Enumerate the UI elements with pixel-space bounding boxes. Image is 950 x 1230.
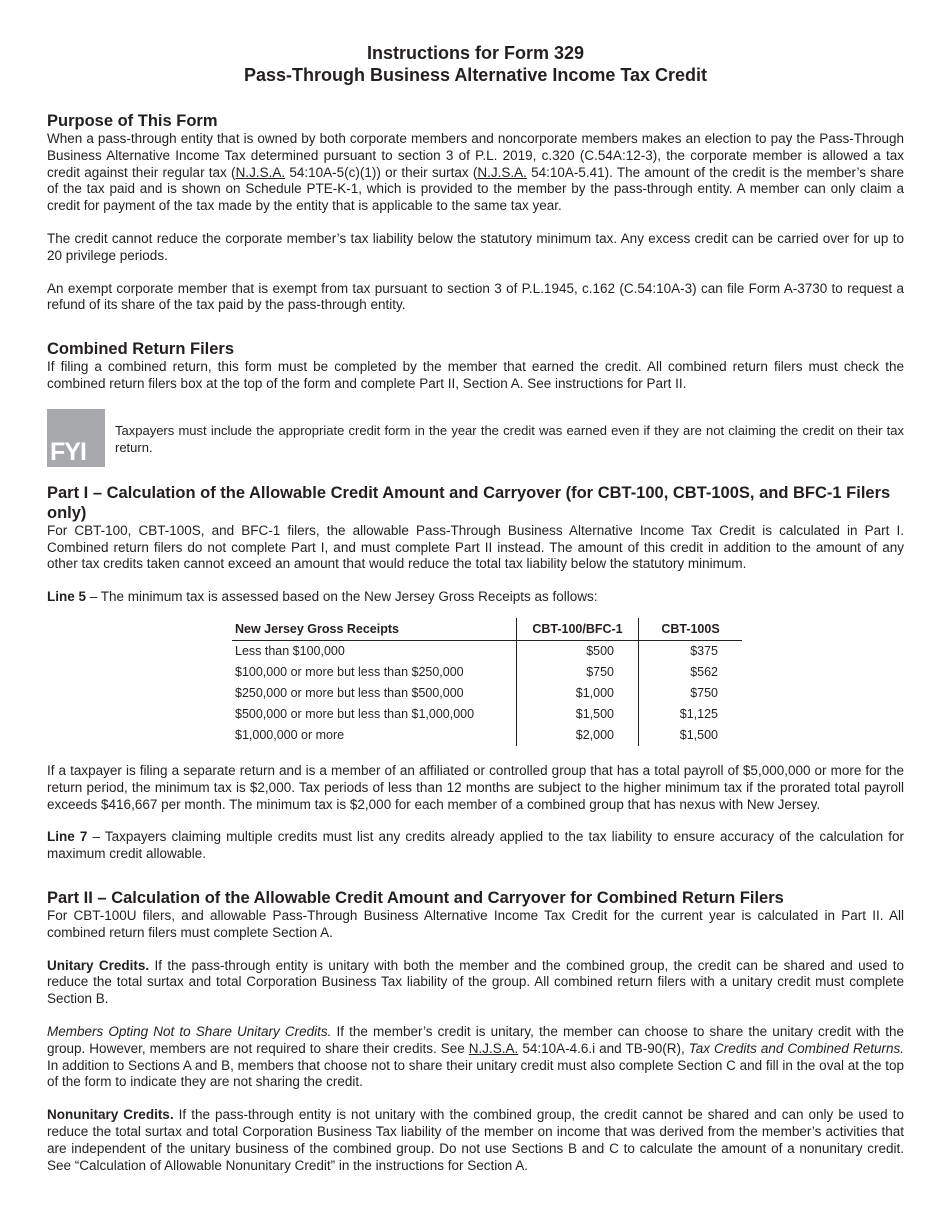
instructions-page bbox=[47, 42, 904, 1174]
part1-paragraph-1: For CBT-100, CBT-100S, and BFC-1 filers, the allowable Pass-Through Business Alternative Income Tax Credit is calculated in Part I. Combined return filers do not complete Part I, and must complete Part II instead. The amount of this credit in addition to the amount of any other tax credits taken cannot exceed an amount that would reduce the total tax liability below the statutory minimum. bbox=[47, 522, 904, 572]
purpose-paragraph-2: The credit cannot reduce the corporate member’s tax liability below the statutory minimum tax. Any excess credit can be carried over for up to 20 privilege periods. bbox=[47, 230, 904, 263]
table-row: $500,000 or more but less than $1,000,000 $1,500 $1,125 bbox=[232, 704, 742, 725]
fyi-note bbox=[47, 409, 904, 467]
table-row: $100,000 or more but less than $250,000 $750 $562 bbox=[232, 662, 742, 683]
line7-paragraph: Line 7 – Taxpayers claiming multiple credits must list any credits already applied to the tax liability to ensure accuracy of the calculation for maximum credit allowable. bbox=[47, 829, 904, 862]
minimum-tax-table bbox=[232, 618, 742, 746]
table-row: $250,000 or more but less than $500,000 $1,000 $750 bbox=[232, 683, 742, 704]
part2-paragraph-1: For CBT-100U filers, and allowable Pass-Through Business Alternative Income Tax Credit for the current year is calculated in Part II. All combined return filers must complete Section A. bbox=[47, 907, 904, 940]
table-header: CBT-100/BFC-1 bbox=[517, 618, 639, 641]
part2-heading: Part II – Calculation of the Allowable Credit Amount and Carryover for Combined Return Filers bbox=[47, 888, 784, 907]
table-row: $1,000,000 or more $2,000 $1,500 bbox=[232, 725, 742, 746]
part1-paragraph-2: If a taxpayer is filing a separate return and is a member of an affiliated or controlled group that has a total payroll of $5,000,000 or more for the return period, the minimum tax is $2,000. Tax periods of less than 12 months are subject to the higher minimum tax if the prorated total payroll exceeds $416,667 per month. The minimum tax is $2,000 for each member of a combined group that has nexus with New Jersey. bbox=[47, 762, 904, 812]
njsa-reference: N.J.S.A. bbox=[235, 164, 286, 180]
part1-heading: Part I – Calculation of the Allowable Credit Amount and Carryover (for CBT-100, CBT-100S, and BFC-1 Filers only) bbox=[47, 483, 891, 522]
table-header: New Jersey Gross Receipts bbox=[232, 618, 517, 641]
line5-paragraph: Line 5 – The minimum tax is assessed based on the New Jersey Gross Receipts as follows: bbox=[47, 589, 598, 605]
njsa-reference: N.J.S.A. bbox=[468, 1040, 519, 1056]
nonunitary-credits-paragraph: Nonunitary Credits. If the pass-through entity is not unitary with the combined group, the credit cannot be shared and can only be used to reduce the total surtax and total Corporation Business Tax liability of the member on income that was derived from the member’s activities that are independent of the unitary business of the combined group. Do not use Sections B and C to calculate the amount of a nonunitary credit. See “Calculation of Allowable Nonunitary Credit” in the instructions for Section A. bbox=[47, 1107, 905, 1173]
opting-paragraph: Members Opting Not to Share Unitary Credits. If the member’s credit is unitary, the member can choose to share the unitary credit with the group. However, members are not required to share their credits. See N.J.S.A. 54:10A-4.6.i and TB-90(R), Tax Credits and Combined Returns. In addition to Sections A and B, members that choose not to share their unitary credit must also complete Section C and fill in the oval at the top of the form to indicate they are not sharing the credit. bbox=[47, 1023, 904, 1090]
fyi-text: Taxpayers must include the appropriate credit form in the year the credit was earned even if they are not claiming the credit on their tax return. bbox=[115, 422, 904, 455]
fyi-icon: FYI bbox=[47, 409, 105, 467]
combined-heading: Combined Return Filers bbox=[47, 340, 235, 359]
njsa-reference: N.J.S.A. bbox=[477, 164, 527, 180]
table-header: CBT-100S bbox=[639, 618, 743, 641]
form-title: Instructions for Form 329 bbox=[366, 43, 585, 63]
purpose-heading: Purpose of This Form bbox=[47, 112, 218, 130]
purpose-paragraph-1: When a pass-through entity that is owned by both corporate members and noncorporate members makes an election to pay the Pass-Through Business Alternative Income Tax determined pursuant to section 3 of P.L. 2019, c.320 (C.54A:12-3), the corporate member is allowed a tax credit against their regular tax (N.J.S.A. 54:10A-5(c)(1)) or their surtax (N.J.S.A. 54:10A-5.41). The amount of the credit is the member’s share of the tax paid and is shown on Schedule PTE-K-1, which is provided to the member by the pass-through entity. A member can only claim a credit for payment of the tax made by the entity that is applicable to the same tax year. bbox=[47, 131, 905, 214]
combined-paragraph: If filing a combined return, this form must be completed by the member that earned the credit. All combined return filers must check the combined return filers box at the top of the form and complete Part II, Section A. See instructions for Part II. bbox=[47, 359, 904, 391]
purpose-paragraph-3: An exempt corporate member that is exempt from tax pursuant to section 3 of P.L.1945, c.162 (C.54:10A-3) can file Form A-3730 to request a refund of its share of the tax paid by the pass-through entity. bbox=[47, 280, 904, 313]
table-row: Less than $100,000 $500 $375 bbox=[232, 640, 742, 662]
unitary-credits-paragraph: Unitary Credits. If the pass-through entity is unitary with both the member and the combined group, the credit can be shared and used to reduce the total surtax and total Corporation Business Tax liability of the group. All combined return filers with a unitary credit must complete Section B. bbox=[47, 957, 904, 1007]
form-subtitle: Pass-Through Business Alternative Income Tax Credit bbox=[243, 65, 708, 85]
